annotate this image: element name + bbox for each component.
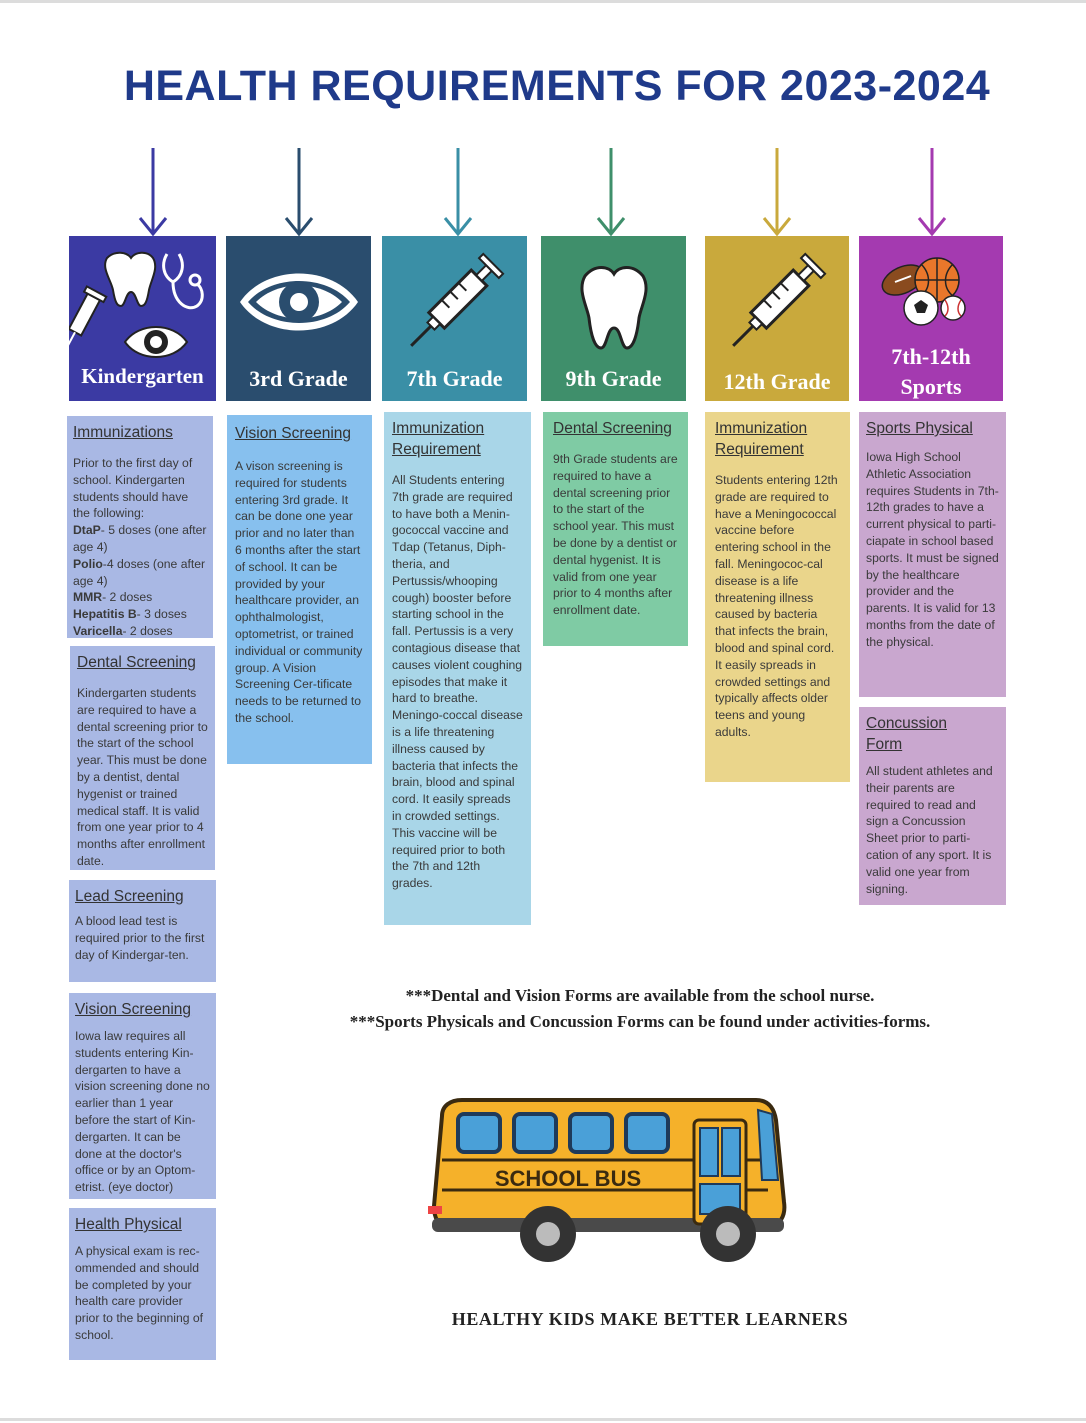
syringe-icon xyxy=(401,254,503,356)
tile-7th-grade xyxy=(382,236,527,401)
down-arrow-icon xyxy=(762,148,792,238)
section-heading: Vision Screening xyxy=(75,1001,192,1018)
tile-label: 12th Grade xyxy=(723,369,831,394)
kindergarten-vision-box xyxy=(69,993,216,1199)
vaccine-list-item xyxy=(73,589,207,606)
note-line: ***Dental and Vision Forms are available from the school nurse. xyxy=(405,986,875,1005)
section-heading: Concussion Form xyxy=(866,715,947,753)
down-arrow-icon xyxy=(596,148,626,238)
tile-kindergarten xyxy=(69,236,216,401)
section-text: All student athletes and their parents are required to read and sign a Concussion Sheet prior to parti-cation of any sport. It is valid one year from signing. xyxy=(866,764,993,896)
section-heading: Dental Screening xyxy=(77,654,196,671)
section-intro: Prior to the first day of school. Kindergarten students should have the following: xyxy=(73,456,193,521)
vaccine-name: Hepatitis B xyxy=(73,607,137,622)
page-title: HEALTH REQUIREMENTS FOR 2023-2024 xyxy=(123,62,991,110)
section-heading: Lead Screening xyxy=(75,888,184,905)
bus-label: SCHOOL BUS xyxy=(494,1166,642,1191)
tile-label-line2: Sports xyxy=(900,374,962,399)
stethoscope-icon xyxy=(164,254,203,308)
vaccine-name: DtaP xyxy=(73,523,101,538)
section-text: Iowa law requires all students entering Kin-dergarten to have a vision screening done no earlier than 1 year before the start of Kin-dergarten. It can be done at the doctor's office or by an Optom-etrist. (eye doctor) xyxy=(75,1029,210,1195)
vaccine-list-item xyxy=(73,522,207,556)
eye-icon xyxy=(125,327,187,357)
tile-3rd-grade xyxy=(226,236,371,401)
vaccine-list-item xyxy=(73,606,207,623)
tile-label: 7th Grade xyxy=(406,366,503,391)
section-text: Kindergarten students are required to have a dental screening prior to the start of the school year. This must be done by a dentist, dental hygenist or trained medical staff. It is valid from one year prior to 4 months after enrollment date. xyxy=(77,686,208,868)
vaccine-detail: - 3 doses xyxy=(136,607,187,622)
vaccine-name: Polio xyxy=(73,556,103,571)
syringe-icon xyxy=(69,286,106,353)
kindergarten-dental-box xyxy=(70,646,215,870)
tile-label: 9th Grade xyxy=(565,366,662,391)
grade12-immunization-box xyxy=(705,412,850,782)
kindergarten-physical-box xyxy=(69,1208,216,1360)
vaccine-detail: -4 doses (one after age 4) xyxy=(73,556,206,588)
tile-label-line1: 7th-12th xyxy=(891,344,971,369)
section-heading: Sports Physical xyxy=(866,420,973,437)
section-text: All Students entering 7th grade are required to have both a Menin-gococcal vaccine and Tdap (Tetanus, Diph-theria, and Pertussis/whooping cough) booster before starting school in the fall. Pertussis is a very contagious disease that causes violent coughing episodes that make it hard to breathe. Meningo-coccal disease is a life threatening illness caused by bacteria that infects the brain, blood and spinal cord. It easily spreads in crowded settings. This vaccine will be required prior to both the 7th and 12th grades. xyxy=(392,473,523,891)
eye-icon xyxy=(240,274,358,331)
vaccine-detail: - 2 doses xyxy=(102,590,153,605)
section-text: A vison screening is required for students entering 3rd grade. It can be done one year prior and no later than 6 months after the start of school. It can be provided by your healthcare provider, an ophthalmologist, optometrist, or trained individual or community group. A Vision Screening Cer-tificate needs to be returned to the school. xyxy=(235,459,363,725)
tile-label: Kindergarten xyxy=(81,364,204,388)
footer-tagline: HEALTHY KIDS MAKE BETTER LEARNERS xyxy=(451,1309,849,1329)
kindergarten-lead-box xyxy=(69,880,216,982)
tile-label-multiline xyxy=(859,342,1003,402)
school-bus-illustration xyxy=(428,1094,788,1274)
section-heading: Immunization Requirement xyxy=(715,420,808,458)
tooth-icon xyxy=(105,253,155,306)
vaccine-detail: - 2 doses xyxy=(122,623,173,638)
kindergarten-immunizations-box xyxy=(67,416,213,638)
sports-physical-box xyxy=(859,412,1006,697)
tile-9th-grade xyxy=(541,236,686,401)
note-line: ***Sports Physicals and Concussion Forms can be found under activities-forms. xyxy=(349,1012,931,1031)
section-heading: Immunization Requirement xyxy=(392,420,485,458)
vaccine-list-item xyxy=(73,623,207,640)
section-text: A physical exam is rec-ommended and should be completed by your health care provider prior to the beginning of school. xyxy=(75,1244,204,1342)
down-arrow-icon xyxy=(443,148,473,238)
section-heading: Health Physical xyxy=(75,1216,182,1233)
vaccine-detail: - 5 doses (one after age 4) xyxy=(73,523,207,554)
section-heading: Dental Screening xyxy=(553,420,672,437)
vaccine-list-item xyxy=(73,556,207,590)
bottom-border xyxy=(0,1418,1086,1421)
down-arrow-icon xyxy=(917,148,947,238)
section-text: A blood lead test is required prior to the first day of Kindergar-ten. xyxy=(75,914,205,962)
tile-sports xyxy=(859,236,1003,401)
section-heading: Vision Screening xyxy=(235,425,352,442)
section-heading: Immunizations xyxy=(73,424,173,441)
vaccine-name: MMR xyxy=(73,590,103,605)
sports-concussion-box xyxy=(859,707,1006,905)
down-arrow-icon xyxy=(138,148,168,238)
baseball-icon xyxy=(941,296,965,320)
grade9-dental-box xyxy=(543,412,688,646)
top-border xyxy=(0,0,1086,3)
section-text: 9th Grade students are required to have a dental screening prior to the start of the school year. This must be done by a dentist or dental hygenist. It is valid from one year prior to 4 months after enrollment date. xyxy=(553,452,678,618)
soccer-ball-icon xyxy=(904,291,938,325)
grade3-vision-box xyxy=(227,415,372,764)
grade7-immunization-box xyxy=(384,412,531,925)
tile-12th-grade xyxy=(705,236,849,401)
tile-label: 3rd Grade xyxy=(249,366,348,391)
vaccine-name: Varicella xyxy=(73,623,123,638)
down-arrow-icon xyxy=(284,148,314,238)
syringe-icon xyxy=(723,254,825,356)
tooth-icon xyxy=(582,268,646,349)
section-text: Iowa High School Athletic Association requires Students in 7th-12th grades to have a current physical to parti-ciapate in school based sports. It must be signed by the healthcare provider and the parents. It is valid for 13 months from the date of the physical. xyxy=(866,450,999,649)
section-text: Students entering 12th grade are required to have a Meningococcal vaccine before entering school in the fall. Meningococ-cal disease is a life threatening illness caused by bacteria that infects the brain, blood and spinal cord. It easily spreads in crowded settings and typically affects older teens and young adults. xyxy=(715,473,838,739)
